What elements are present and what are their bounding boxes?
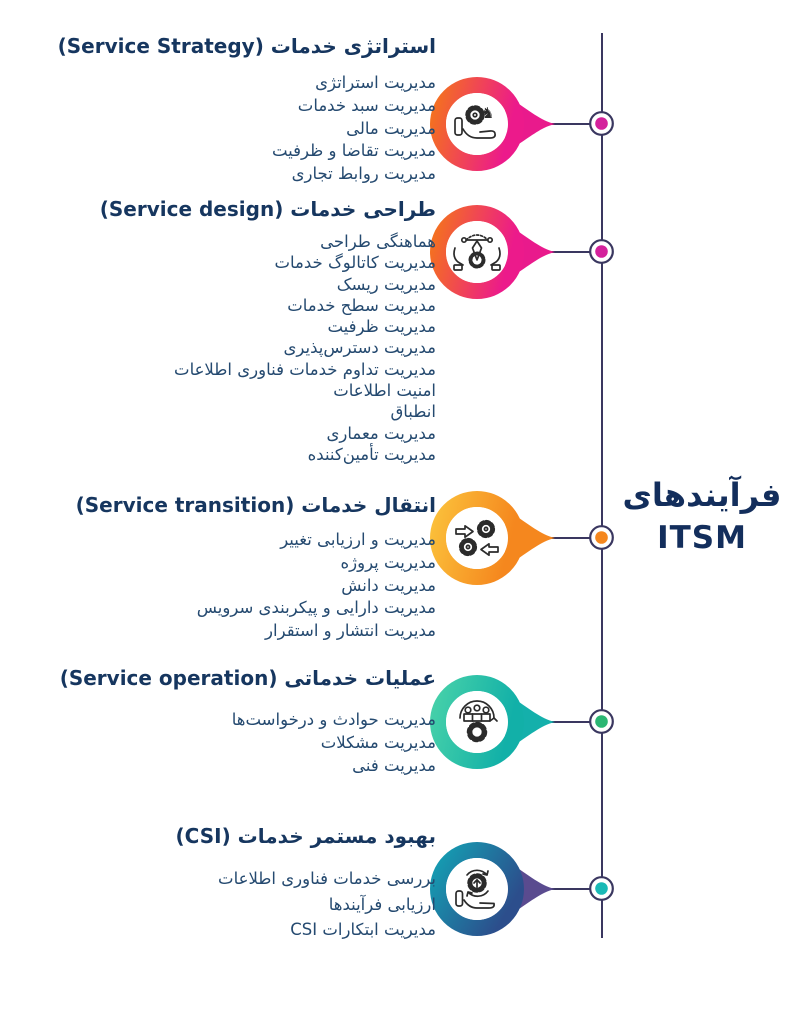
section-items bbox=[56, 231, 436, 465]
process-item: مدیریت حوادث و درخواست‌ها bbox=[231, 710, 436, 729]
page-title bbox=[612, 472, 792, 558]
process-item: مدیریت دسترس‌پذیری bbox=[283, 338, 436, 358]
section-items bbox=[56, 708, 436, 777]
service-strategy-badge bbox=[427, 69, 559, 179]
timeline-node-transition bbox=[588, 524, 615, 551]
section-service-design bbox=[56, 196, 436, 465]
process-item: مدیریت سطح خدمات bbox=[287, 295, 436, 315]
continual-improvement-badge bbox=[427, 834, 559, 944]
process-item: مدیریت ابتکارات CSI bbox=[290, 920, 436, 939]
process-item: مدیریت روابط تجاری bbox=[291, 164, 436, 184]
process-item: مدیریت انتشار و استقرار bbox=[265, 621, 436, 641]
process-item: بررسی خدمات فناوری اطلاعات bbox=[218, 869, 436, 888]
section-service-operation bbox=[56, 665, 436, 777]
process-item: مدیریت فنی bbox=[352, 756, 436, 775]
timeline-node-operation bbox=[588, 708, 615, 735]
section-heading: طراحی خدمات (Service design) bbox=[99, 197, 436, 221]
section-heading: انتقال خدمات (Service transition) bbox=[75, 493, 436, 517]
process-item: هماهنگی طراحی bbox=[320, 232, 436, 251]
process-item: مدیریت تداوم خدمات فناوری اطلاعات bbox=[174, 359, 436, 379]
process-item: مدیریت معماری bbox=[326, 423, 436, 443]
process-item: مدیریت ریسک bbox=[336, 274, 436, 294]
process-item: مدیریت دارایی و پیکربندی سرویس bbox=[196, 598, 436, 618]
service-transition-badge bbox=[427, 483, 559, 593]
timeline-line bbox=[601, 33, 603, 938]
process-item: مدیریت تقاضا و ظرفیت bbox=[271, 141, 436, 161]
section-csi bbox=[56, 823, 436, 943]
process-item: مدیریت تأمین‌کننده bbox=[307, 444, 436, 464]
section-service-strategy bbox=[56, 33, 436, 186]
section-items bbox=[56, 866, 436, 943]
section-heading: بهبود مستمر خدمات (CSI) bbox=[175, 824, 436, 848]
section-items bbox=[56, 529, 436, 643]
process-item: امنیت اطلاعات bbox=[333, 381, 436, 401]
section-service-transition bbox=[56, 492, 436, 643]
svg-text:♞: ♞ bbox=[481, 104, 495, 122]
process-item: مدیریت دانش bbox=[341, 575, 436, 595]
process-item: ارزیابی فرآیندها bbox=[328, 894, 436, 914]
process-item: انطباق bbox=[390, 402, 436, 422]
process-item: مدیریت و ارزیابی تغییر bbox=[280, 530, 436, 549]
process-item: مدیریت کاتالوگ خدمات bbox=[274, 253, 436, 273]
process-item: مدیریت پروژه bbox=[340, 552, 436, 572]
process-item: مدیریت استراتژی bbox=[315, 73, 436, 92]
section-items bbox=[56, 72, 436, 186]
process-item: مدیریت سبد خدمات bbox=[297, 95, 436, 115]
service-design-badge bbox=[427, 197, 559, 307]
process-item: مدیریت مشکلات bbox=[320, 733, 436, 752]
timeline-node-design bbox=[588, 238, 615, 265]
section-heading: عملیات خدماتی (Service operation) bbox=[59, 666, 436, 690]
process-item: مدیریت ظرفیت bbox=[327, 317, 436, 337]
timeline-node-strategy bbox=[588, 110, 615, 137]
page-title-persian: فرآیندهای bbox=[622, 476, 782, 514]
service-operation-badge bbox=[427, 667, 559, 777]
section-heading: استراتژی خدمات (Service Strategy) bbox=[57, 34, 436, 58]
process-item: مدیریت مالی bbox=[346, 118, 436, 138]
page-title-itsm: ITSM bbox=[657, 520, 747, 556]
timeline-node-csi bbox=[588, 875, 615, 902]
